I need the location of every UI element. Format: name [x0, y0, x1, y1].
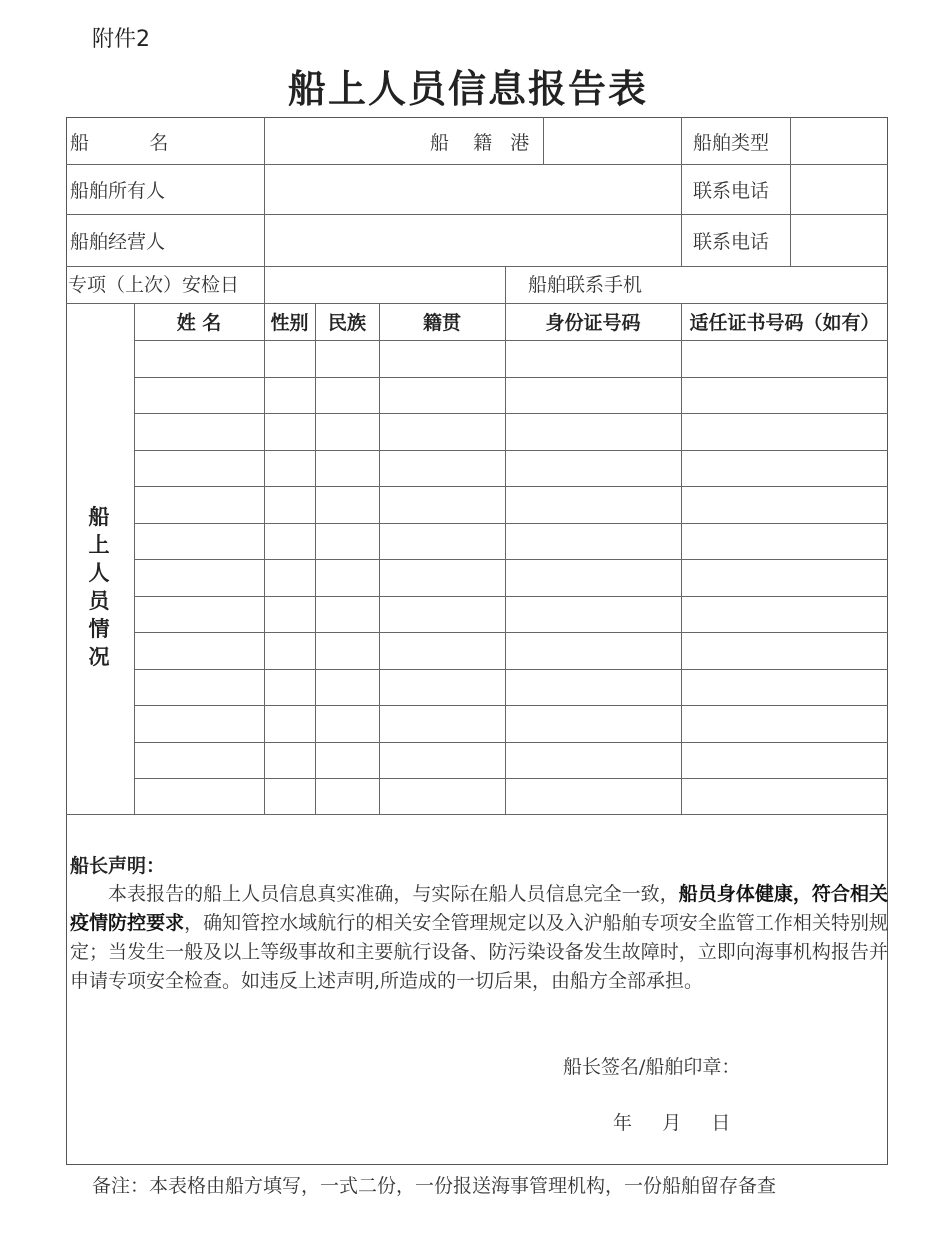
table-row[interactable]: [135, 597, 887, 632]
ship-name-label: 船 名: [70, 132, 169, 154]
attachment-label: 附件2: [92, 27, 150, 52]
owner-phone-field[interactable]: [795, 170, 885, 210]
inspection-date-label: 专项（上次）安检日: [68, 274, 240, 296]
table-row[interactable]: [135, 743, 887, 778]
crew-section-label: [84, 503, 114, 671]
owner-phone-label: 联系电话: [693, 180, 770, 202]
table-row[interactable]: [135, 779, 887, 814]
column-header-ethnicity: 民族: [327, 312, 366, 334]
grid-line: [66, 303, 888, 304]
mobile-field[interactable]: [685, 270, 885, 300]
operator-phone-field[interactable]: [795, 220, 885, 260]
grid-line: [681, 117, 682, 266]
section-char: 情: [88, 616, 110, 641]
declaration-text: [70, 880, 888, 996]
table-row[interactable]: [135, 560, 887, 595]
column-header-id-number: 身份证号码: [545, 312, 641, 334]
operator-field[interactable]: [270, 220, 675, 260]
grid-line: [790, 117, 791, 266]
column-header-native-place: 籍贯: [422, 312, 461, 334]
operator-label: 船舶经营人: [70, 231, 166, 253]
declaration-part1: 本表报告的船上人员信息真实准确，与实际在船人员信息完全一致，: [108, 883, 679, 905]
column-header-gender: 性别: [270, 312, 309, 334]
remark-note: 备注：本表格由船方填写，一式二份，一份报送海事管理机构，一份船舶留存备查: [92, 1175, 777, 1197]
port-registry-label: 船 籍 港: [430, 132, 530, 154]
table-row[interactable]: [135, 670, 887, 705]
ship-type-field[interactable]: [795, 124, 885, 160]
grid-line: [66, 266, 888, 267]
section-char: 员: [88, 588, 110, 613]
inspection-date-field[interactable]: [270, 270, 500, 300]
mobile-label: 船舶联系手机: [528, 274, 643, 296]
section-char: 船: [88, 504, 110, 529]
declaration-title: 船长声明：: [70, 855, 166, 877]
grid-line: [543, 117, 544, 164]
table-row[interactable]: [135, 633, 887, 668]
grid-line: [264, 266, 265, 303]
table-row[interactable]: [135, 524, 887, 559]
table-row[interactable]: [135, 706, 887, 741]
grid-line: [66, 164, 888, 165]
table-row[interactable]: [135, 341, 887, 376]
table-row[interactable]: [135, 378, 887, 413]
grid-line: [66, 814, 888, 815]
port-registry-field[interactable]: [548, 124, 676, 160]
operator-phone-label: 联系电话: [693, 231, 770, 253]
date-line: 年 月 日: [613, 1112, 731, 1134]
column-header-name: 姓 名: [176, 312, 222, 334]
grid-line: [505, 266, 506, 303]
grid-line: [66, 214, 888, 215]
declaration-emphasis: 船员身体健康，符合相关疫情防控要求: [70, 883, 888, 934]
section-char: 况: [88, 644, 110, 669]
section-char: 上: [88, 532, 110, 557]
table-row[interactable]: [135, 487, 887, 522]
table-row[interactable]: [135, 451, 887, 486]
grid-line: [264, 117, 265, 266]
form-title: 船上人员信息报告表: [287, 67, 648, 111]
column-header-certificate-number: 适任证书号码（如有）: [689, 312, 880, 334]
declaration-part2: ，确知管控水域航行的相关安全管理规定以及入沪船舶专项安全监管工作相关特别规定；当发生一般及以上等级事故和主要航行设备、防污染设备发生故障时，立即向海事机构报告并申请专项安全检查。如违反上述声明,所造成的一切后果，由船方全部承担。: [70, 912, 888, 992]
signature-label: 船长签名/船舶印章：: [563, 1056, 741, 1078]
ship-type-label: 船舶类型: [693, 132, 770, 154]
owner-field[interactable]: [270, 170, 675, 210]
table-row[interactable]: [135, 414, 887, 449]
section-char: 人: [88, 560, 110, 585]
owner-label: 船舶所有人: [70, 180, 166, 202]
